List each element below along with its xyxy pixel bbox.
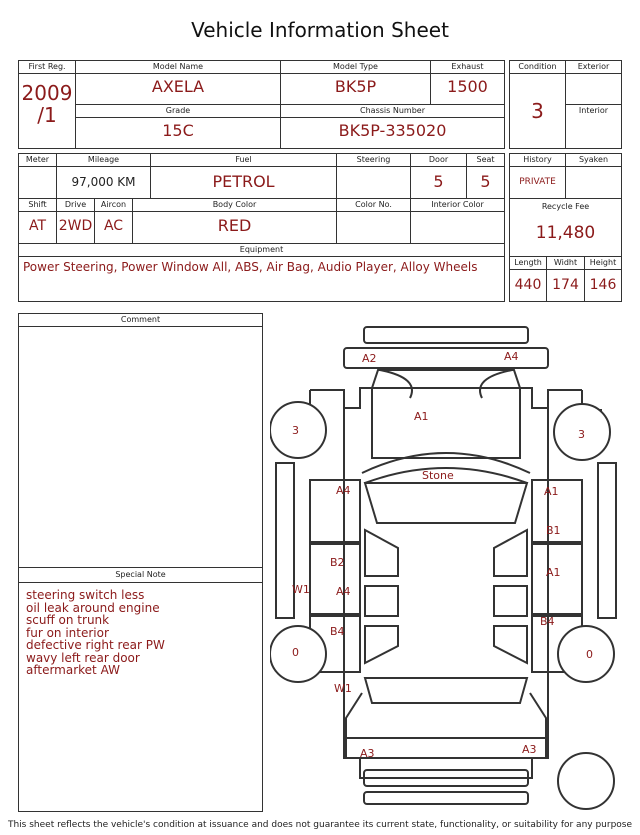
mark-w1-left: W1: [292, 583, 310, 596]
interior-color-label: Interior Color: [411, 199, 504, 212]
equipment-value: Power Steering, Power Window All, ABS, Air Bag, Audio Player, Alloy Wheels: [23, 260, 478, 274]
fuel-cell: [151, 154, 337, 199]
drive-value: 2WD: [58, 218, 93, 234]
mark-b4-left: B4: [330, 625, 345, 638]
steering-label: Steering: [337, 154, 410, 167]
first-reg-label: First Reg.: [19, 61, 75, 74]
first-reg-year: 2009: [21, 81, 73, 105]
aircon-cell: [95, 199, 133, 244]
mark-tire-fl: 3: [292, 424, 299, 437]
body-color-label: Body Color: [133, 199, 336, 212]
special-note-label: Special Note: [19, 567, 262, 583]
footer-disclaimer: This sheet reflects the vehicle's condition at issuance and does not guarantee its current state, functionality, or suitability for any purpose: [7, 820, 633, 830]
aircon-value: AC: [103, 218, 124, 234]
model-name-value: AXELA: [151, 77, 205, 96]
interior-cell: [566, 105, 622, 149]
comment-box: [18, 313, 263, 812]
drive-label: Drive: [57, 199, 94, 212]
equipment-cell: [19, 244, 505, 302]
aircon-label: Aircon: [95, 199, 132, 212]
special-note-line: oil leak around engine: [26, 600, 160, 615]
width-value: 174: [552, 277, 579, 293]
condition-cell: [510, 61, 566, 149]
color-no-cell: [337, 199, 411, 244]
seat-cell: [467, 154, 505, 199]
mark-a2-front: A2: [362, 352, 377, 365]
chassis-cell: [281, 105, 505, 149]
history-label: History: [510, 154, 565, 167]
length-value: 440: [514, 277, 542, 293]
mark-tire-rl: 0: [292, 646, 299, 659]
syaken-label: Syaken: [566, 154, 621, 167]
shift-cell: [19, 199, 57, 244]
mark-a3-rear-right: A3: [522, 743, 537, 756]
shift-label: Shift: [19, 199, 56, 212]
car-damage-diagram: [270, 318, 630, 818]
recycle-cell: [510, 199, 622, 257]
drive-cell: [57, 199, 95, 244]
exterior-cell: [566, 61, 622, 105]
mark-tire-fr: 3: [578, 428, 585, 441]
door-label: Door: [411, 154, 466, 167]
history-value: PRIVATE: [519, 177, 556, 187]
model-type-value: BK5P: [334, 77, 377, 96]
chassis-value: BK5P-335020: [338, 121, 447, 140]
mark-a4-front: A4: [504, 350, 519, 363]
color-no-label: Color No.: [337, 199, 410, 212]
mark-w1-left-rear: W1: [334, 682, 352, 695]
body-color-cell: [133, 199, 337, 244]
interior-label: Interior: [578, 106, 609, 115]
side-table: [509, 153, 622, 302]
grade-value: 15C: [162, 121, 194, 140]
first-reg-month: /1: [37, 103, 57, 127]
condition-label: Condition: [510, 61, 565, 74]
mark-a4-left-door: A4: [336, 585, 351, 598]
fuel-value: PETROL: [212, 172, 275, 191]
body-color-value: RED: [217, 216, 252, 235]
condition-value: 3: [531, 99, 544, 123]
chassis-label: Chassis Number: [281, 105, 504, 118]
steering-cell: [337, 154, 411, 199]
length-cell: [510, 257, 547, 302]
spare-tire: [558, 753, 614, 809]
grade-label: Grade: [76, 105, 280, 118]
special-note-line: fur on interior: [26, 625, 109, 640]
mark-a3-rear-left: A3: [360, 747, 375, 760]
syaken-cell: [566, 154, 622, 199]
mileage-value: 97,000 KM: [71, 175, 136, 189]
model-name-cell: [76, 61, 281, 105]
mileage-cell: [57, 154, 151, 199]
mark-a4-left-front: A4: [336, 484, 351, 497]
first-reg-cell: [19, 61, 76, 149]
history-cell: [510, 154, 566, 199]
door-value: 5: [433, 172, 444, 191]
comment-area: [19, 327, 262, 567]
special-note-list: [19, 583, 262, 683]
special-note-line: steering switch less: [26, 588, 145, 602]
exhaust-cell: [431, 61, 505, 105]
exhaust-value: 1500: [447, 77, 488, 96]
recycle-label: Recycle Fee: [541, 202, 590, 211]
recycle-value: 11,480: [535, 223, 596, 243]
height-value: 146: [589, 277, 617, 293]
special-note-line: defective right rear PW: [26, 638, 165, 652]
model-type-cell: [281, 61, 431, 105]
mark-a1-right-door: A1: [546, 566, 561, 579]
width-label: Widht: [547, 257, 584, 270]
mark-stone: Stone: [422, 469, 454, 482]
model-name-label: Model Name: [76, 61, 280, 74]
width-cell: [547, 257, 585, 302]
equipment-label: Equipment: [19, 244, 504, 257]
special-note-line: scuff on trunk: [26, 613, 110, 627]
mark-tire-rr: 0: [586, 648, 593, 661]
shift-value: AT: [28, 218, 47, 234]
mark-a1-hood: A1: [414, 410, 429, 423]
model-type-label: Model Type: [281, 61, 430, 74]
length-label: Length: [510, 257, 546, 270]
meter-label: Meter: [19, 154, 56, 167]
mark-b2-left: B2: [330, 556, 345, 569]
mileage-label: Mileage: [57, 154, 150, 167]
meter-cell: [19, 154, 57, 199]
special-note-line: wavy left rear door: [26, 650, 140, 665]
grade-cell: [76, 105, 281, 149]
mark-a1-right-front: A1: [544, 485, 559, 498]
page-title: Vehicle Information Sheet: [191, 18, 449, 42]
interior-color-cell: [411, 199, 505, 244]
specs-table: [18, 153, 505, 302]
door-cell: [411, 154, 467, 199]
special-note-line: aftermarket AW: [26, 663, 120, 677]
main-info-table: [18, 60, 505, 149]
mark-b1-right: B1: [546, 524, 561, 537]
height-cell: [585, 257, 622, 302]
height-label: Height: [585, 257, 621, 270]
exhaust-label: Exhaust: [431, 61, 504, 74]
condition-table: [509, 60, 622, 149]
fuel-label: Fuel: [151, 154, 336, 167]
seat-value: 5: [480, 172, 491, 191]
mark-b4-right: B4: [540, 615, 555, 628]
seat-label: Seat: [467, 154, 504, 167]
comment-label: Comment: [19, 314, 262, 327]
exterior-label: Exterior: [566, 61, 621, 74]
